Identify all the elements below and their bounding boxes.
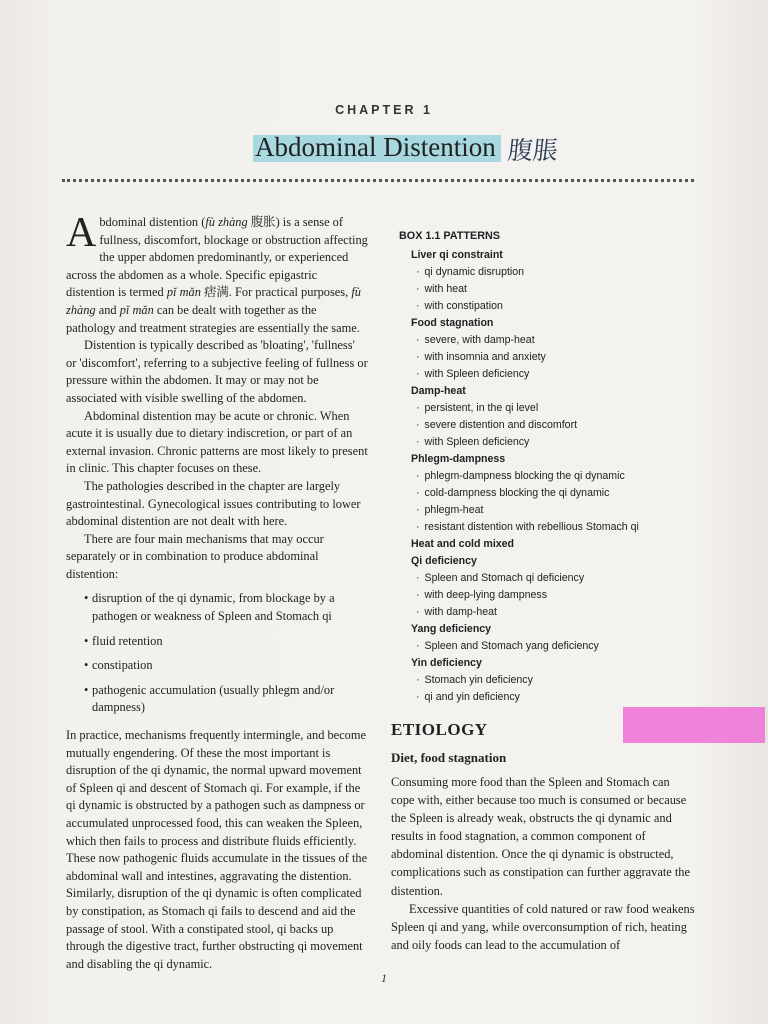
bullet-text: disruption of the qi dynamic, from blockage by a pathogen or weakness of Spleen and Stomach qi xyxy=(92,591,335,624)
pattern-name: Phlegm-dampness xyxy=(411,453,506,465)
pattern-subitem xyxy=(416,689,693,706)
subitem-marker: · xyxy=(416,606,420,618)
drop-cap: A xyxy=(66,210,97,256)
subitem-marker: · xyxy=(416,334,420,346)
intro-text-1: bdominal distention ( xyxy=(99,215,206,229)
paragraph-in-practice: In practice, mechanisms frequently intermingle, and become mutually engendering. Of these the most important is disruption of the qi dynamic, the normal upward movement of Spleen qi and descent of Stomach qi. For example, if the qi dynamic is obstructed by a pathogen such as dampness or accumulated unprocessed food, this can weaken the Spleen, which then fails to process and distribute fluids efficiently. These now pathogenic fluids accumulate in the tissues of the abdominal wall and intestines, aggravating the distention. Similarly, disruption of the qi dynamic is often complicated by constipation, as Stomach qi fails to descend and aid the passage of stool. With a constipated stool, qi backs up through the digestive tract, further obstructing qi movement and disabling the qi dynamic. xyxy=(66,728,368,971)
intro-text-3: 痞满. For practical purposes, xyxy=(200,285,352,300)
pattern-subitem xyxy=(416,485,693,502)
mechanism-bullet-item xyxy=(66,633,368,651)
pattern-subitem xyxy=(416,264,693,281)
pattern-subitem xyxy=(416,298,693,315)
subitem-text: Spleen and Stomach yang deficiency xyxy=(424,640,599,652)
subitem-marker: · xyxy=(416,470,420,482)
subitem-marker: · xyxy=(416,572,420,584)
bullet-dot: • xyxy=(84,633,89,648)
title-wrap xyxy=(255,132,496,163)
subitem-marker: · xyxy=(416,691,420,703)
bullet-dot: • xyxy=(84,658,89,673)
subitem-text: phlegm-dampness blocking the qi dynamic xyxy=(424,470,625,482)
subitem-text: persistent, in the qi level xyxy=(424,402,539,414)
bullet-text: pathogenic accumulation (usually phlegm and/or dampness) xyxy=(92,682,335,715)
pattern-subitem xyxy=(416,400,693,417)
pattern-subitem xyxy=(416,366,693,383)
pattern-subitem xyxy=(416,502,693,519)
pattern-subitem xyxy=(416,587,693,604)
subitem-text: with Spleen deficiency xyxy=(424,368,530,380)
pattern-subitem xyxy=(416,332,693,349)
pattern-name: Liver qi constraint xyxy=(411,249,503,261)
intro-text-2: 腹胀) is a sense of fullness, discomfort, blockage or obstruction affecting the upper abdomen predominantly, or experienced across the abdomen as a whole. Specific epigastric distention is termed xyxy=(66,215,368,300)
box-title: BOX 1.1 PATTERNS xyxy=(399,230,500,242)
bullet-text: constipation xyxy=(92,658,153,673)
diet-subheading: Diet, food stagnation xyxy=(391,750,507,765)
bullet-dot: • xyxy=(84,682,89,697)
subitem-marker: · xyxy=(416,487,420,499)
paragraph-pathologies: The pathologies described in the chapter are largely gastrointestinal. Gynecological issues contributing to lower abdominal distention are not dealt with here. xyxy=(66,478,361,529)
term-fu-zhang: fù zhàng xyxy=(205,215,248,229)
pattern-subitem xyxy=(416,281,693,298)
bullet-dot: • xyxy=(84,591,89,606)
dotted-divider xyxy=(62,179,694,182)
pattern-list xyxy=(393,247,693,706)
pattern-name: Damp-heat xyxy=(411,385,466,397)
page-number: 1 xyxy=(381,971,387,985)
handwritten-chinese-annotation: 腹脹 xyxy=(506,136,560,165)
subitem-marker: · xyxy=(416,283,420,295)
subitem-marker: · xyxy=(416,589,420,601)
subitem-text: qi and yin deficiency xyxy=(424,691,520,703)
subitem-marker: · xyxy=(416,419,420,431)
term-pi-man-2: pǐ mǎn xyxy=(119,302,154,317)
subitem-text: with constipation xyxy=(424,300,503,312)
subitem-marker: · xyxy=(416,674,420,686)
pattern-subitem xyxy=(416,417,693,434)
chapter-label: CHAPTER 1 xyxy=(335,103,433,117)
chapter-title: Abdominal Distention xyxy=(255,132,496,162)
subitem-marker: · xyxy=(416,266,420,278)
intro-text-5: can be dealt with together as the pathology and treatment strategies are essentially the same. xyxy=(66,302,360,335)
subitem-marker: · xyxy=(416,368,420,380)
pattern-subitem xyxy=(416,349,693,366)
subitem-marker: · xyxy=(416,640,420,652)
subitem-text: with Spleen deficiency xyxy=(424,436,530,448)
pattern-subitem xyxy=(416,519,693,536)
pattern-name: Food stagnation xyxy=(411,317,494,329)
mechanism-bullet-item xyxy=(66,657,368,675)
paragraph-acute-chronic: Abdominal distention may be acute or chronic. When acute it is usually due to dietary indiscretion, or part of an external invasion. Chronic patterns are most likely to present in clinic. This chapter focuses on these. xyxy=(66,408,368,476)
pattern-name: Yang deficiency xyxy=(411,623,492,635)
subitem-text: Stomach yin deficiency xyxy=(424,674,533,686)
subitem-text: qi dynamic disruption xyxy=(424,266,525,278)
subitem-text: with damp-heat xyxy=(424,606,497,618)
paragraph-distention-description: Distention is typically described as 'bloating', 'fullness' or 'discomfort', referring to a subjective feeling of fullness or pressure within the abdomen. It may or may not be associated with visible swelling of the abdomen. xyxy=(66,338,368,405)
paragraph-cold-food: Excessive quantities of cold natured or raw food weakens Spleen qi and yang, while overconsumption of rich, heating and oily foods can lead to the accumulation of xyxy=(391,901,695,952)
pattern-subitem xyxy=(416,570,693,587)
subitem-text: with insomnia and anxiety xyxy=(424,351,546,363)
subitem-marker: · xyxy=(416,351,420,363)
paragraph-food-stagnation: Consuming more food than the Spleen and Stomach can cope with, either because too much is consumed or because the Spleen is already weak, obstructs the qi dynamic and results in food stagnation, a common component of abdominal distention. Once the qi dynamic is obstructed, complications such as constipation can further aggravate the distention. xyxy=(391,775,690,898)
etiology-section xyxy=(391,720,695,954)
subitem-text: resistant distention with rebellious Stomach qi xyxy=(424,521,639,533)
subitem-marker: · xyxy=(416,300,420,312)
pattern-name: Yin deficiency xyxy=(411,657,482,669)
term-fu-zhang-2: fù zhàng xyxy=(66,285,361,317)
subitem-text: severe distention and discomfort xyxy=(424,419,578,431)
subitem-text: cold-dampness blocking the qi dynamic xyxy=(424,487,610,499)
mechanisms-list xyxy=(66,590,368,717)
mechanism-bullet-item xyxy=(66,590,368,625)
term-pi-man: pǐ mǎn xyxy=(166,285,201,300)
subitem-marker: · xyxy=(416,504,420,516)
paragraph-mechanisms-intro: There are four main mechanisms that may occur separately or in combination to produce abdominal distention: xyxy=(66,531,324,581)
intro-text-4: and xyxy=(95,302,120,317)
etiology-heading: ETIOLOGY xyxy=(391,720,488,739)
subitem-marker: · xyxy=(416,402,420,414)
subitem-text: with deep-lying dampness xyxy=(424,589,548,601)
intro-paragraph xyxy=(66,210,368,337)
bullet-text: fluid retention xyxy=(92,633,163,648)
patterns-box xyxy=(393,228,693,706)
subitem-marker: · xyxy=(416,521,420,533)
subitem-text: Spleen and Stomach qi deficiency xyxy=(424,572,585,584)
subitem-text: phlegm-heat xyxy=(424,504,484,516)
subitem-text: with heat xyxy=(424,283,467,295)
left-column xyxy=(66,210,368,973)
pattern-subitem xyxy=(416,604,693,621)
pattern-name: Qi deficiency xyxy=(411,555,477,567)
subitem-text: severe, with damp-heat xyxy=(424,334,535,346)
subitem-marker: · xyxy=(416,436,420,448)
pattern-subitem xyxy=(416,672,693,689)
pattern-subitem xyxy=(416,638,693,655)
pattern-name: Heat and cold mixed xyxy=(411,538,515,550)
pattern-subitem xyxy=(416,434,693,451)
pattern-subitem xyxy=(416,468,693,485)
mechanism-bullet-item xyxy=(66,682,368,717)
